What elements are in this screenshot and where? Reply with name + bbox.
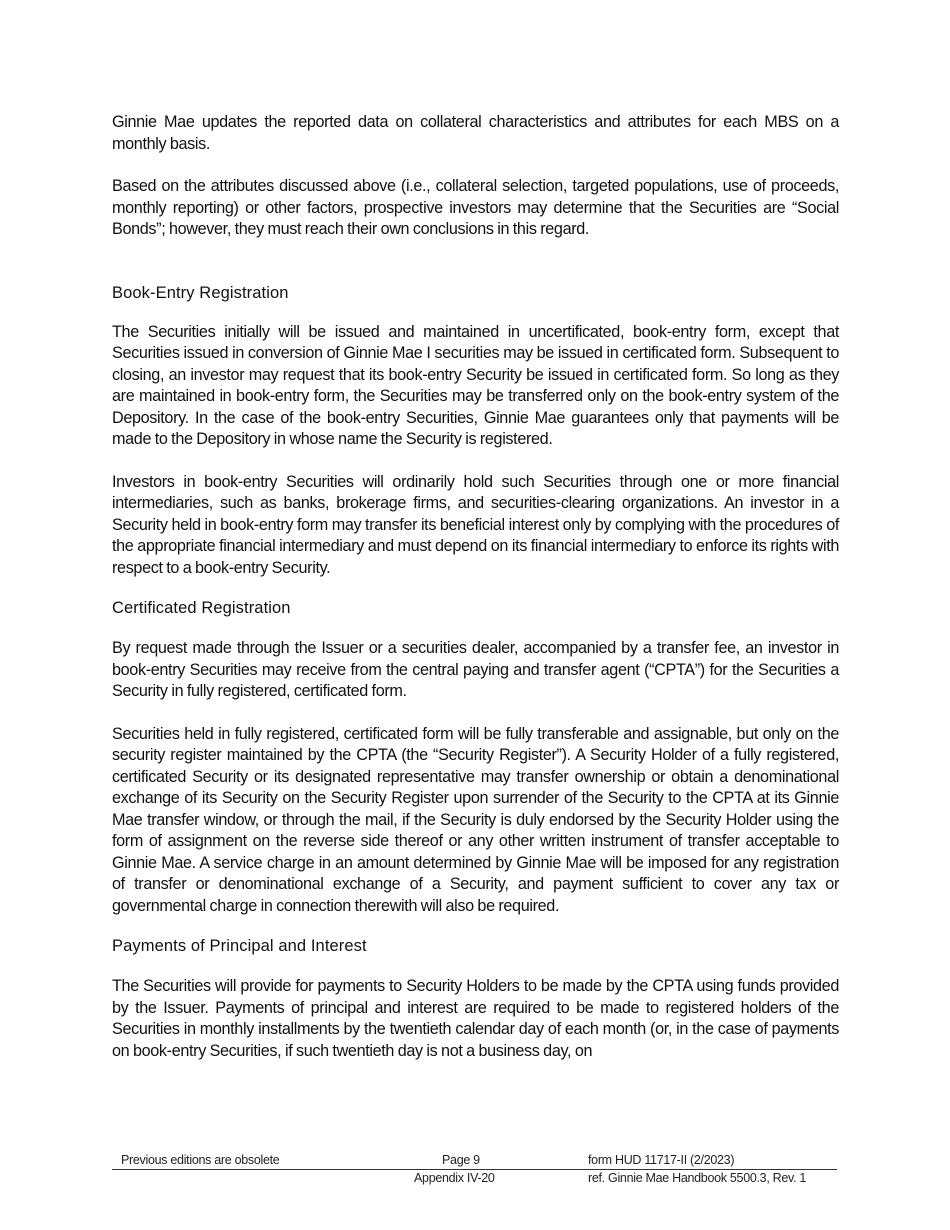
footer-form-number: form HUD 11717-II (2/2023): [588, 1153, 735, 1167]
paragraph-monthly-update: Ginnie Mae updates the reported data on collateral characteristics and attributes for each MBS on a monthly basis.: [112, 113, 839, 153]
footer-page-number: Page 9: [442, 1153, 480, 1167]
footer-handbook-ref: ref. Ginnie Mae Handbook 5500.3, Rev. 1: [588, 1171, 807, 1185]
heading-book-entry-registration: Book-Entry Registration: [112, 283, 289, 302]
footer-appendix: Appendix IV-20: [414, 1171, 495, 1185]
paragraph-social-bonds: Based on the attributes discussed above (i.e., collateral selection, targeted populations, use of proceeds, monthly reporting) or other factors, prospective investors may determine that the Securities are “Social Bonds”; however, they must reach their own conclusions in this regard.: [112, 177, 839, 238]
heading-certificated-registration: Certificated Registration: [112, 599, 291, 617]
footer-row-bottom: [112, 1170, 837, 1188]
paragraph-payments: The Securities will provide for payments to Security Holders to be made by the CPTA using funds provided by the Issuer. Payments of principal and interest are required to be made to registered holders of the Securities in monthly installments by the twentieth calendar day of each month (or, in the case of payments on book-entry Securities, if such twentieth day is not a business day, on: [112, 977, 839, 1060]
footer-obsolete-notice: Previous editions are obsolete: [121, 1153, 280, 1167]
page-footer: [112, 1151, 837, 1188]
footer-row-top: [112, 1151, 837, 1170]
paragraph-book-entry-form: The Securities initially will be issued and maintained in uncertificated, book-entry form, except that Securities issued in conversion of Ginnie Mae I securities may be issued in certificated form. Subsequent to closing, an investor may request that its book-entry Security be issued in certificated form. So long as they are maintained in book-entry form, the Securities may be transferred only on the book-entry system of the Depository. In the case of the book-entry Securities, Ginnie Mae guarantees only that payments will be made to the Depository in whose name the Security is registered.: [112, 322, 839, 448]
heading-payments-principal-interest: Payments of Principal and Interest: [112, 937, 367, 955]
paragraph-certificated-transfer: Securities held in fully registered, certificated form will be fully transferable and assignable, but only on the security register maintained by the CPTA (the “Security Register”). A Security Holder of a fully registered, certificated Security or its designated representative may transfer ownership or obtain a denominational exchange of its Security on the Security Register upon surrender of the Security to the CPTA at its Ginnie Mae transfer window, or through the mail, if the Security is duly endorsed by the Security Holder using the form of assignment on the reverse side thereof or any other written instrument of transfer acceptable to Ginnie Mae. A service charge in an amount determined by Ginnie Mae will be imposed for any registration of transfer or denominational exchange of a Security, and payment sufficient to cover any tax or governmental charge in connection therewith will also be required.: [112, 724, 839, 915]
document-page: [112, 112, 839, 1062]
paragraph-book-entry-investors: Investors in book-entry Securities will ordinarily hold such Securities through one or more financial intermediaries, such as banks, brokerage firms, and securities-clearing organizations. An investor in a Security held in book-entry form may transfer its beneficial interest only by complying with the procedures of the appropriate financial intermediary and must depend on its financial intermediary to enforce its rights with respect to a book-entry Security.: [112, 472, 839, 577]
paragraph-certificated-request: By request made through the Issuer or a securities dealer, accompanied by a transfer fee, an investor in book-entry Securities may receive from the central paying and transfer agent (“CPTA”) for the Securities a Security in fully registered, certificated form.: [112, 639, 839, 700]
